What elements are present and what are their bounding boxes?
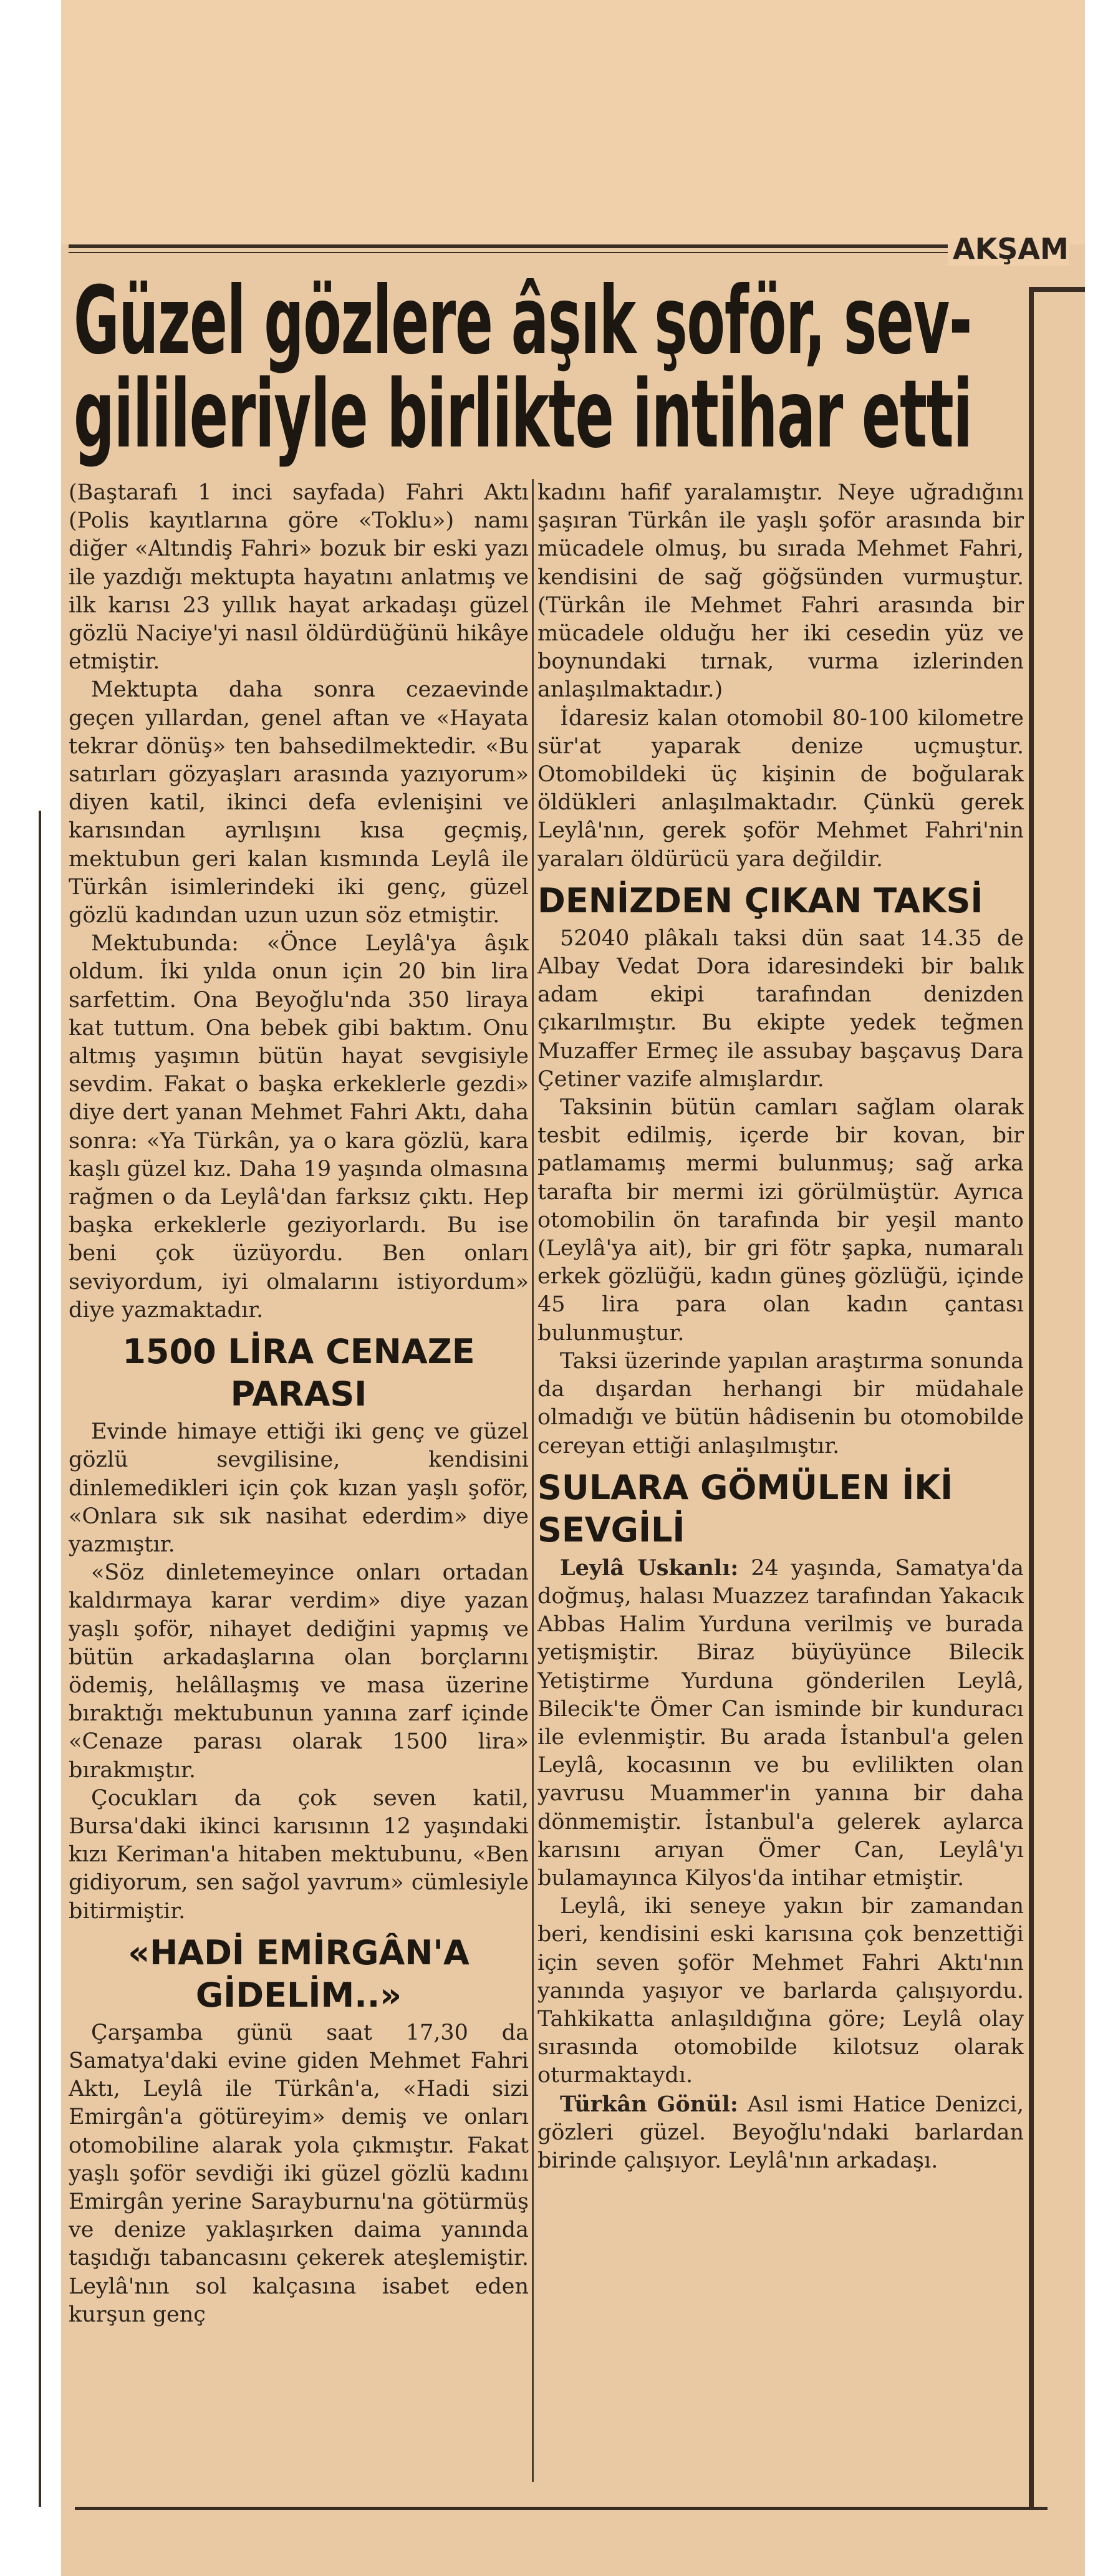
paragraph: «Söz dinletemeyince onları ortadan kaldırmaya karar verdim» diye yazan yaşlı şoför, nihayet dediğini yapmış ve bütün arkadaşlarına olan borçlarını ödemiş, helâllaşmış ve masa üzerine bıraktığı mektubunun yanına zarf içinde «Cenaze parası olarak 1500 lira» bırakmıştır. (69, 1560, 529, 1783)
paragraph: Taksi üzerinde yapılan araştırma sonunda da dışardan herhangi bir müdahale olmadığı ve bütün hâdisenin bu otomobilde cereyan ettiği anlaşılmıştır. (537, 1348, 1024, 1459)
paragraph: Leylâ, iki seneye yakın bir zamandan beri, kendisini eski karısına çok benzettiği için seven şoför Mehmet Fahri Aktı'nın yanında yaşıyor ve barlarda çalışıyordu. Tahkikatta anlaşıldığına göre; Leylâ olay sırasında otomobilde kilotsuz olarak oturmaktaydı. (537, 1894, 1024, 2088)
paragraph: 52040 plâkalı taksi dün saat 14.35 de Albay Vedat Dora idaresindeki bir balık adam ekipi tarafından denizden çıkarılmıştır. Bu ekipte yedek teğmen Muzaffer Ermeç ile assubay başçavuş Dara Çetiner vazife almışlardır. (537, 925, 1024, 1092)
right-column (537, 479, 1024, 2175)
left-edge-rule (39, 811, 41, 2507)
bottom-rule (75, 2507, 1048, 2510)
paragraph: Mektubunda: «Önce Leylâ'ya âşık oldum. İki yılda onun için 20 bin lira sarfettim. Ona Beyoğlu'nda 350 liraya kat tuttum. Ona bebek gibi baktım. Onu altmış yaşımın bütün hayat sevgisiyle sevdim. Fakat o başka erkeklerle gezdi» diye dert yanan Mehmet Fahri Aktı, daha sonra: «Ya Türkân, ya o kara gözlü, kara kaşlı güzel kız. Daha 19 yaşında olmasına rağmen o da Leylâ'dan farksız çıktı. Hep başka erkeklerle geziyorlardı. Bu ise beni çok üzüyordu. Ben onları seviyordum, iyi olmalarını istiyordum» diye yazmaktadır. (69, 931, 529, 1323)
paragraph (537, 2090, 1024, 2176)
headline-line-1: Güzel gözlere âşık şoför, sev- (74, 267, 972, 375)
clipping-top-margin (61, 0, 1085, 244)
column-divider (532, 479, 534, 2482)
left-column (69, 479, 529, 2329)
paragraph: Mektupta daha sonra cezaevinde geçen yıllardan, genel aftan ve «Hayata tekrar dönüş» ten bahsedilmektedir. «Bu satırları gözyaşları arasında yazıyorum» diyen katil, ikinci defa evlenişini ve karısından ayrılışını kısa geçmiş, mektubun geri kalan kısmında Leylâ ile Türkân isimlerindeki iki genç, güzel gözlü kadından uzun uzun söz etmiştir. (69, 677, 529, 929)
right-frame-rule (1029, 287, 1034, 2507)
masthead-name: AKŞAM (948, 232, 1069, 266)
profile-text: Asıl ismi Hatice Denizci, gözleri güzel. Beyoğlu'ndaki barlardan birinde çalışıyor. Leylâ'nın arkadaşı. (537, 2091, 1024, 2173)
profile-label: Leylâ Uskanlı: (560, 1555, 739, 1581)
subheading: DENİZDEN ÇIKAN TAKSİ (537, 880, 983, 920)
profile-text: 24 yaşında, Samatya'da doğmuş, halası Muazzez tarafından Yakacık Abbas Halim Yurduna verilmiş ve burada yetişmiştir. Biraz büyüyünce Bilecik Yetiştirme Yurduna gönderilen Leylâ, Bilecik'te Ömer Can isminde bir kunduracı ile evlenmiştir. Bu arada İstanbul'a gelen Leylâ, kocasının ve bu evlilikten olan yavrusu Muammer'in yanına bir daha dönmemiştir. İstanbul'a gelerek aylarca karısını arıyan Ömer Can, Leylâ'yı bulamayınca Kilyos'da intihar etmiştir. (537, 1555, 1024, 1891)
paragraph: Evinde himaye ettiği iki genç ve güzel gözlü sevgilisine, kendisini dinlemedikleri için çok kızan yaşlı şoför, «Onlara sık sık nasihat ederdim» diye yazmıştır. (69, 1419, 529, 1557)
subheading: «HADİ EMİRGÂN'A GİDELİM..» (128, 1932, 470, 2015)
paragraph: İdaresiz kalan otomobil 80-100 kilometre sür'at yaparak denize uçmuştur. Otomobildeki üç kişinin de boğularak öldükleri anlaşılmaktadır. Çünkü gerek Leylâ'nın, gerek şoför Mehmet Fahri'nin yaraları öldürücü yara değildir. (537, 705, 1024, 872)
profile-label: Türkân Gönül: (560, 2091, 738, 2117)
paragraph (537, 1554, 1024, 1893)
masthead-rule (69, 244, 960, 248)
subheading: SULARA GÖMÜLEN İKİ SEVGİLİ (537, 1467, 953, 1550)
paragraph: Çarşamba günü saat 17,30 da Samatya'daki evine giden Mehmet Fahri Aktı, Leylâ ile Türkân'a, «Hadi sizi Emirgân'a götüreyim» demiş ve onları otomobiline alarak yola çıkmıştır. Fakat yaşlı şoför sevdiği iki güzel gözlü kadını Emirgân yerine Sarayburnu'na götürmüş ve denize yaklaşırken daima yanında taşıdığı tabancasını çekerek ateşlemiştir. Leylâ'nın sol kalçasına isabet eden kurşun genç (69, 2020, 529, 2327)
right-frame-top-rule (1029, 287, 1085, 292)
headline-line-2: gilileriyle birlikte intihar etti (74, 360, 972, 469)
paragraph: (Baştarafı 1 inci sayfada) Fahri Aktı (Polis kayıtlarına göre «Toklu») namı diğer «Altındiş Fahri» bozuk bir eski yazı ile yazdığı mektupta hayatını anlatmış ve ilk karısı 23 yıllık hayat arkadaşı güzel gözlü Naciye'yi nasıl öldürdüğünü hikâye etmiştir. (69, 480, 529, 675)
paragraph: kadını hafif yaralamıştır. Neye uğradığını şaşıran Türkân ile yaşlı şoför arasında bir mücadele olmuş, bu sırada Mehmet Fahri, kendisini de sağ göğsünden vurmuştur. (Türkân ile Mehmet Fahri arasında bir mücadele olduğu her iki cesedin yüz ve boynundaki tırnak, vurma izlerinden anlaşılmaktadır.) (537, 480, 1024, 703)
subheading: 1500 LİRA CENAZE PARASI (122, 1332, 475, 1414)
masthead-rule-thin (69, 252, 960, 253)
paragraph: Taksinin bütün camları sağlam olarak tesbit edilmiş, içerde bir kovan, bir patlamamış mermi bulunmuş; sağ arka tarafta bir mermi izi görülmüştür. Ayrıca otomobilin ön tarafında bir yeşil manto (Leylâ'ya ait), bir gri fötr şapka, numaralı erkek gözlüğü, kadın güneş gözlüğü, içinde 45 lira para olan kadın çantası bulunmuştur. (537, 1095, 1024, 1346)
paragraph: Çocukları da çok seven katil, Bursa'daki ikinci karısının 12 yaşındaki kızı Keriman'a hitaben mektubunu, «Ben gidiyorum, sen sağol yavrum» cümlesiyle bitirmiştir. (69, 1785, 529, 1924)
